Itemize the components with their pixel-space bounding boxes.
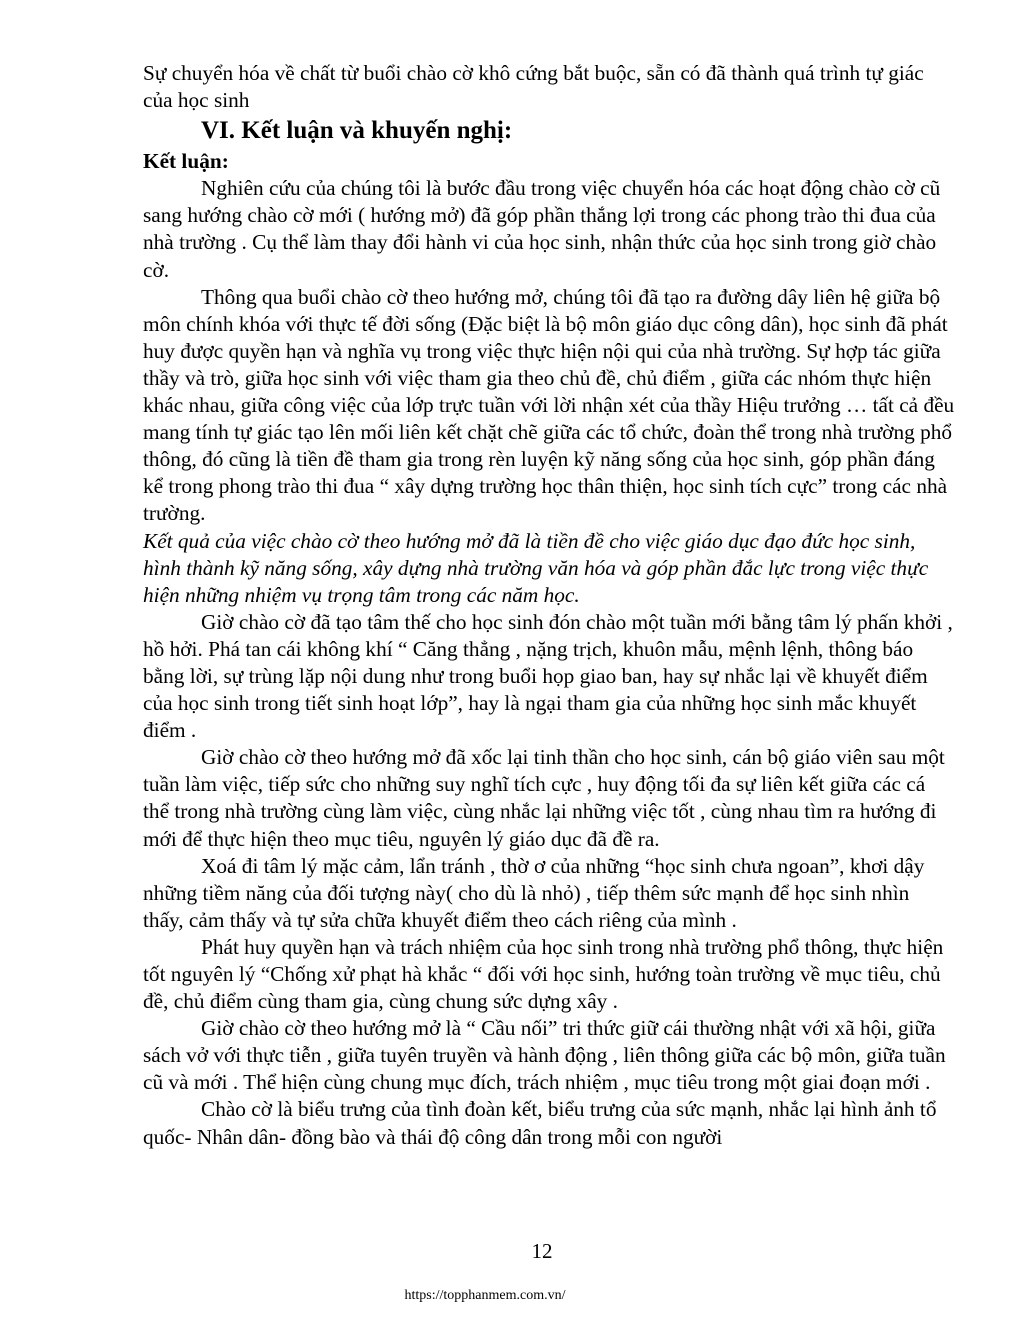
paragraph-1: Nghiên cứu của chúng tôi là bước đầu trong việc chuyển hóa các hoạt động chào cờ cũ sang hướng chào cờ mới ( hướng mở) đã góp phần thắng lợi trong các phong trào thi đua của nhà trường . Cụ thể làm thay đổi hành vi của học sinh, nhận thức của học sinh trong giờ chào cờ. <box>143 176 941 282</box>
paragraph-4: Giờ chào cờ theo hướng mở đã xốc lại tinh thần cho học sinh, cán bộ giáo viên sau một tuần làm việc, tiếp sức cho những suy nghĩ tích cực , huy động tối đa sự liên kết giữa các cá thể trong nhà trường cùng làm việc, cùng nhắc lại những việc tốt , cùng nhau tìm ra hướng đi mới để thực hiện theo mục tiêu, nguyên lý giáo dục đã đề ra. <box>143 745 945 851</box>
paragraph-7: Giờ chào cờ theo hướng mở là “ Cầu nối” tri thức giữ cái thường nhật với xã hội, giữa sách vở với thực tiễn , giữa tuyên truyền và hành động , liên thông giữa các bộ môn, giữa tuần cũ và mới . Thể hiện cùng chung mục đích, trách nhiệm , mục tiêu trong một giai đoạn mới . <box>143 1016 946 1095</box>
footer-url: https://topphanmem.com.vn/ <box>404 1288 566 1303</box>
document-body <box>143 60 955 1151</box>
subsection-heading: Kết luận: <box>143 149 229 174</box>
intro-paragraph: Sự chuyển hóa về chất từ buổi chào cờ khô cứng bắt buộc, sẵn có đã thành quá trình tự giác của học sinh <box>143 61 924 113</box>
paragraph-3: Giờ chào cờ đã tạo tâm thế cho học sinh đón chào một tuần mới bằng tâm lý phấn khởi , hồ hởi. Phá tan cái không khí “ Căng thẳng , nặng trịch, khuôn mẫu, mệnh lệnh, thông báo bằng lời, sự trùng lặp nội dung như trong buổi họp giao ban, hay sự nhắc lại về khuyết điểm của học sinh trong tiết sinh hoạt lớp”, hay là ngại tham gia của những học sinh mắc khuyết điểm . <box>143 609 953 743</box>
section-heading: VI. Kết luận và khuyến nghị: <box>201 117 513 145</box>
paragraph-6: Phát huy quyền hạn và trách nhiệm của học sinh trong nhà trường phổ thông, thực hiện tốt nguyên lý “Chống xử phạt hà khắc “ đối với học sinh, hướng toàn trường về mục tiêu, chủ đề, chủ điểm cùng tham gia, cùng chung sức dựng xây . <box>143 934 944 1014</box>
paragraph-8: Chào cờ là biểu trưng của tình đoàn kết, biểu trưng của sức mạnh, nhắc lại hình ảnh tổ quốc- Nhân dân- đồng bào và thái độ công dân trong mỗi con người <box>143 1097 937 1149</box>
page-number: 12 <box>531 1239 553 1263</box>
paragraph-5: Xoá đi tâm lý mặc cảm, lẩn tránh , thờ ơ của những “học sinh chưa ngoan”, khơi dậy những tiềm năng của đối tượng này( cho dù là nhỏ) , tiếp thêm sức mạnh để học sinh nhìn thấy, cảm thấy và tự sửa chữa khuyết điểm theo cách riêng của mình . <box>143 853 925 932</box>
paragraph-2: Thông qua buổi chào cờ theo hướng mở, chúng tôi đã tạo ra đường dây liên hệ giữa bộ môn chính khóa với thực tế đời sống (Đặc biệt là bộ môn giáo dục công dân), học sinh đã phát huy được quyền hạn và nghĩa vụ trong việc thực hiện nội qui của nhà trường. Sự hợp tác giữa thầy và trò, giữa học sinh với việc tham gia theo chủ đề, chủ điểm , giữa các nhóm thực hiện khác nhau, giữa công việc của lớp trực tuần với lời nhận xét của thầy Hiệu trưởng … tất cả đều mang tính tự giác tạo lên mối liên kết chặt chẽ giữa các tổ chức, đoàn thể trong nhà trường phổ thông, đó cũng là tiền đề tham gia trong rèn luyện kỹ năng sống của học sinh, góp phần đáng kể trong phong trào thi đua “ xây dựng trường học thân thiện, học sinh tích cực” trong các nhà trường. <box>143 284 955 526</box>
italic-paragraph: Kết quả của việc chào cờ theo hướng mở đã là tiền đề cho việc giáo dục đạo đức học sinh, hình thành kỹ năng sống, xây dựng nhà trường văn hóa và góp phần đắc lực trong việc thực hiện những nhiệm vụ trọng tâm trong các năm học. <box>143 528 929 607</box>
